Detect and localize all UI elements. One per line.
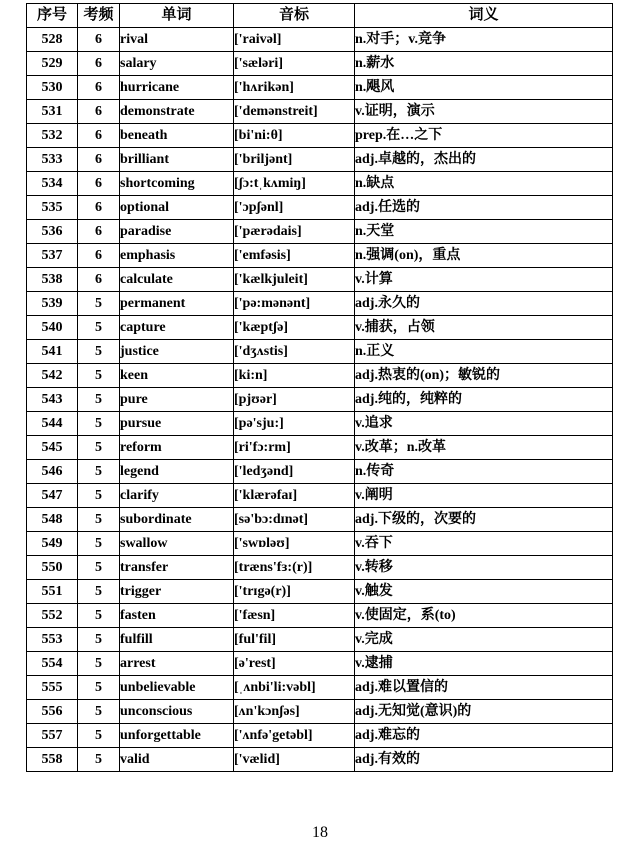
table-row [27, 676, 613, 700]
phonetic-cell: ['kælkjuleit] [234, 268, 355, 292]
table-row [27, 724, 613, 748]
meaning-cell: v.逮捕 [355, 652, 613, 676]
meaning-cell: n.对手；v.竞争 [355, 28, 613, 52]
table-row [27, 436, 613, 460]
table-row [27, 220, 613, 244]
header-freq: 考频 [78, 4, 120, 28]
word-cell: pure [120, 388, 234, 412]
row-number-cell: 529 [27, 52, 78, 76]
meaning-cell: v.证明，演示 [355, 100, 613, 124]
meaning-cell: v.使固定，系(to) [355, 604, 613, 628]
meaning-cell: adj.难以置信的 [355, 676, 613, 700]
header-word: 单词 [120, 4, 234, 28]
word-cell: unbelievable [120, 676, 234, 700]
meaning-cell: adj.有效的 [355, 748, 613, 772]
word-cell: beneath [120, 124, 234, 148]
row-number-cell: 537 [27, 244, 78, 268]
exam-frequency-cell: 5 [78, 532, 120, 556]
table-row [27, 532, 613, 556]
row-number-cell: 536 [27, 220, 78, 244]
word-cell: transfer [120, 556, 234, 580]
vocabulary-table [26, 3, 613, 772]
meaning-cell: n.天堂 [355, 220, 613, 244]
meaning-cell: v.改革；n.改革 [355, 436, 613, 460]
word-cell: brilliant [120, 148, 234, 172]
meaning-cell: n.缺点 [355, 172, 613, 196]
row-number-cell: 551 [27, 580, 78, 604]
table-row [27, 580, 613, 604]
exam-frequency-cell: 5 [78, 364, 120, 388]
table-row [27, 148, 613, 172]
phonetic-cell: ['hʌrikən] [234, 76, 355, 100]
word-cell: rival [120, 28, 234, 52]
phonetic-cell: [ʃɔ:tˌkʌmiŋ] [234, 172, 355, 196]
table-row [27, 484, 613, 508]
meaning-cell: adj.纯的，纯粹的 [355, 388, 613, 412]
word-cell: arrest [120, 652, 234, 676]
exam-frequency-cell: 6 [78, 172, 120, 196]
row-number-cell: 547 [27, 484, 78, 508]
meaning-cell: v.计算 [355, 268, 613, 292]
row-number-cell: 540 [27, 316, 78, 340]
row-number-cell: 541 [27, 340, 78, 364]
row-number-cell: 552 [27, 604, 78, 628]
header-phonetic: 音标 [234, 4, 355, 28]
phonetic-cell: [pjʊər] [234, 388, 355, 412]
table-row [27, 172, 613, 196]
row-number-cell: 558 [27, 748, 78, 772]
row-number-cell: 553 [27, 628, 78, 652]
exam-frequency-cell: 6 [78, 52, 120, 76]
table-row [27, 292, 613, 316]
phonetic-cell: ['swɒləʊ] [234, 532, 355, 556]
word-cell: permanent [120, 292, 234, 316]
row-number-cell: 543 [27, 388, 78, 412]
phonetic-cell: ['pə:mənənt] [234, 292, 355, 316]
meaning-cell: v.追求 [355, 412, 613, 436]
table-row [27, 244, 613, 268]
word-cell: trigger [120, 580, 234, 604]
word-cell: optional [120, 196, 234, 220]
word-cell: demonstrate [120, 100, 234, 124]
exam-frequency-cell: 6 [78, 268, 120, 292]
exam-frequency-cell: 5 [78, 604, 120, 628]
meaning-cell: n.正义 [355, 340, 613, 364]
phonetic-cell: ['kæptʃə] [234, 316, 355, 340]
word-cell: salary [120, 52, 234, 76]
meaning-cell: n.飓风 [355, 76, 613, 100]
exam-frequency-cell: 5 [78, 748, 120, 772]
exam-frequency-cell: 5 [78, 580, 120, 604]
meaning-cell: v.捕获，占领 [355, 316, 613, 340]
row-number-cell: 542 [27, 364, 78, 388]
meaning-cell: n.传奇 [355, 460, 613, 484]
table-row [27, 268, 613, 292]
meaning-cell: v.转移 [355, 556, 613, 580]
row-number-cell: 531 [27, 100, 78, 124]
phonetic-cell: ['briljənt] [234, 148, 355, 172]
row-number-cell: 554 [27, 652, 78, 676]
table-row [27, 460, 613, 484]
row-number-cell: 535 [27, 196, 78, 220]
phonetic-cell: ['pærədais] [234, 220, 355, 244]
header-row [27, 4, 613, 28]
phonetic-cell: [sə'bɔ:dɪnət] [234, 508, 355, 532]
row-number-cell: 556 [27, 700, 78, 724]
exam-frequency-cell: 5 [78, 340, 120, 364]
row-number-cell: 533 [27, 148, 78, 172]
exam-frequency-cell: 5 [78, 724, 120, 748]
word-cell: shortcoming [120, 172, 234, 196]
exam-frequency-cell: 5 [78, 460, 120, 484]
phonetic-cell: [ə'rest] [234, 652, 355, 676]
row-number-cell: 545 [27, 436, 78, 460]
exam-frequency-cell: 6 [78, 220, 120, 244]
phonetic-cell: [bi'ni:θ] [234, 124, 355, 148]
word-cell: hurricane [120, 76, 234, 100]
phonetic-cell: ['sæləri] [234, 52, 355, 76]
meaning-cell: adj.难忘的 [355, 724, 613, 748]
meaning-cell: adj.永久的 [355, 292, 613, 316]
row-number-cell: 546 [27, 460, 78, 484]
meaning-cell: n.薪水 [355, 52, 613, 76]
exam-frequency-cell: 6 [78, 100, 120, 124]
row-number-cell: 539 [27, 292, 78, 316]
word-cell: swallow [120, 532, 234, 556]
phonetic-cell: [pə'sju:] [234, 412, 355, 436]
exam-frequency-cell: 5 [78, 700, 120, 724]
table-row [27, 508, 613, 532]
phonetic-cell: ['raivəl] [234, 28, 355, 52]
exam-frequency-cell: 5 [78, 676, 120, 700]
table-row [27, 628, 613, 652]
exam-frequency-cell: 5 [78, 316, 120, 340]
table-row [27, 196, 613, 220]
table-row [27, 124, 613, 148]
word-cell: justice [120, 340, 234, 364]
row-number-cell: 528 [27, 28, 78, 52]
table-row [27, 340, 613, 364]
phonetic-cell: ['ɔpʃənl] [234, 196, 355, 220]
row-number-cell: 549 [27, 532, 78, 556]
exam-frequency-cell: 5 [78, 412, 120, 436]
exam-frequency-cell: 5 [78, 484, 120, 508]
row-number-cell: 530 [27, 76, 78, 100]
meaning-cell: v.完成 [355, 628, 613, 652]
phonetic-cell: ['ʌnfə'getəbl] [234, 724, 355, 748]
word-cell: fulfill [120, 628, 234, 652]
phonetic-cell: [ki:n] [234, 364, 355, 388]
exam-frequency-cell: 5 [78, 508, 120, 532]
exam-frequency-cell: 5 [78, 556, 120, 580]
exam-frequency-cell: 6 [78, 196, 120, 220]
table-row [27, 412, 613, 436]
word-cell: fasten [120, 604, 234, 628]
word-cell: valid [120, 748, 234, 772]
word-cell: keen [120, 364, 234, 388]
meaning-cell: prep.在…之下 [355, 124, 613, 148]
header-no: 序号 [27, 4, 78, 28]
word-cell: unforgettable [120, 724, 234, 748]
vocabulary-rows [27, 28, 613, 772]
word-cell: emphasis [120, 244, 234, 268]
row-number-cell: 548 [27, 508, 78, 532]
phonetic-cell: ['klærəfaɪ] [234, 484, 355, 508]
header-meaning: 词义 [355, 4, 613, 28]
phonetic-cell: [ful'fil] [234, 628, 355, 652]
exam-frequency-cell: 6 [78, 148, 120, 172]
word-cell: clarify [120, 484, 234, 508]
row-number-cell: 532 [27, 124, 78, 148]
table-row [27, 652, 613, 676]
row-number-cell: 544 [27, 412, 78, 436]
meaning-cell: adj.卓越的，杰出的 [355, 148, 613, 172]
meaning-cell: v.吞下 [355, 532, 613, 556]
phonetic-cell: ['ledʒənd] [234, 460, 355, 484]
phonetic-cell: ['demənstreit] [234, 100, 355, 124]
row-number-cell: 538 [27, 268, 78, 292]
row-number-cell: 534 [27, 172, 78, 196]
row-number-cell: 550 [27, 556, 78, 580]
row-number-cell: 555 [27, 676, 78, 700]
meaning-cell: adj.热衷的(on)；敏锐的 [355, 364, 613, 388]
phonetic-cell: [ˌʌnbi'li:vəbl] [234, 676, 355, 700]
table-row [27, 28, 613, 52]
word-cell: unconscious [120, 700, 234, 724]
exam-frequency-cell: 6 [78, 244, 120, 268]
table-row [27, 556, 613, 580]
table-row [27, 604, 613, 628]
phonetic-cell: ['emfəsis] [234, 244, 355, 268]
page-number: 18 [312, 824, 328, 841]
exam-frequency-cell: 6 [78, 124, 120, 148]
meaning-cell: v.阐明 [355, 484, 613, 508]
phonetic-cell: ['dʒʌstis] [234, 340, 355, 364]
table-row [27, 364, 613, 388]
table-row [27, 100, 613, 124]
table-row [27, 748, 613, 772]
exam-frequency-cell: 5 [78, 436, 120, 460]
table-row [27, 52, 613, 76]
phonetic-cell: [træns'fɜ:(r)] [234, 556, 355, 580]
word-cell: reform [120, 436, 234, 460]
word-cell: calculate [120, 268, 234, 292]
exam-frequency-cell: 5 [78, 292, 120, 316]
exam-frequency-cell: 6 [78, 28, 120, 52]
exam-frequency-cell: 5 [78, 628, 120, 652]
phonetic-cell: ['vælid] [234, 748, 355, 772]
phonetic-cell: ['trɪgə(r)] [234, 580, 355, 604]
table-row [27, 76, 613, 100]
meaning-cell: n.强调(on)，重点 [355, 244, 613, 268]
exam-frequency-cell: 6 [78, 76, 120, 100]
table-row [27, 388, 613, 412]
table-row [27, 316, 613, 340]
phonetic-cell: ['fæsn] [234, 604, 355, 628]
phonetic-cell: [ʌn'kɔnʃəs] [234, 700, 355, 724]
word-cell: paradise [120, 220, 234, 244]
meaning-cell: adj.任选的 [355, 196, 613, 220]
word-cell: capture [120, 316, 234, 340]
word-cell: legend [120, 460, 234, 484]
word-cell: subordinate [120, 508, 234, 532]
exam-frequency-cell: 5 [78, 652, 120, 676]
meaning-cell: v.触发 [355, 580, 613, 604]
exam-frequency-cell: 5 [78, 388, 120, 412]
phonetic-cell: [ri'fɔ:rm] [234, 436, 355, 460]
meaning-cell: adj.无知觉(意识)的 [355, 700, 613, 724]
row-number-cell: 557 [27, 724, 78, 748]
word-cell: pursue [120, 412, 234, 436]
table-row [27, 700, 613, 724]
meaning-cell: adj.下级的，次要的 [355, 508, 613, 532]
